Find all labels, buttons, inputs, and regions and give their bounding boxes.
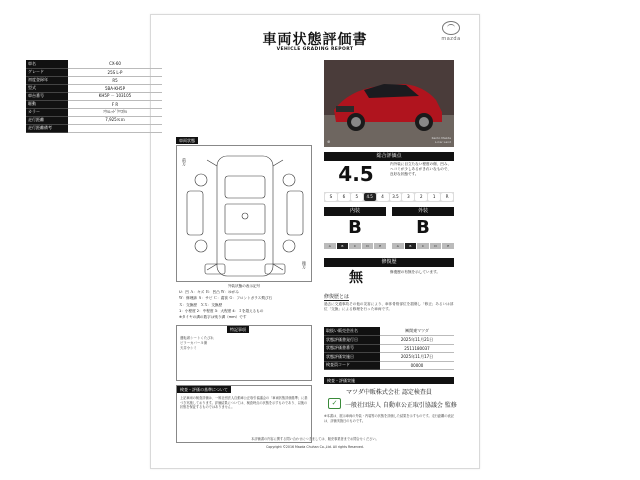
repair-history-description: 修復歴の有無を示しています。	[390, 270, 441, 274]
legend-line: Ｘ：交換歴 ＸＸ：交換歴	[179, 302, 223, 307]
spec-row	[26, 76, 162, 84]
interior-scale-item: D	[362, 243, 374, 249]
info-value: 2025年11月21日	[380, 336, 454, 345]
spec-value: R5	[68, 76, 162, 84]
car-outline-icon	[177, 146, 313, 283]
evaluation-standard-heading: 検査・評価の基準について	[177, 386, 231, 393]
exterior-grade: B	[416, 217, 430, 238]
spec-label: 走行距離備考	[26, 124, 68, 132]
score-scale-item: 2	[415, 193, 427, 201]
special-notes-heading: 特記事項	[227, 326, 249, 333]
info-value: 00000	[380, 361, 454, 370]
score-scale-item: 5	[351, 193, 363, 201]
spec-row	[26, 92, 162, 100]
overall-score-scale	[324, 192, 454, 202]
grader-supervisor: 一般社団法人 自動車公正取引協議会 監修	[345, 402, 457, 409]
special-note-line: ビラーカバーＡ傷	[180, 341, 208, 345]
spec-label: カラー	[26, 108, 68, 116]
spec-value: ｿｳﾙﾚｯﾄﾞｸﾘｽﾀﾙ	[68, 108, 162, 116]
interior-scale	[324, 243, 386, 249]
score-scale-item: S	[325, 193, 337, 201]
front-label: 前方	[182, 158, 187, 166]
info-row	[324, 336, 454, 345]
vehicle-damage-diagram	[176, 145, 312, 282]
spec-label: 初度登録年	[26, 76, 68, 84]
mazda-wordmark: mazda	[441, 36, 461, 42]
jaai-logo-icon: ✓	[328, 398, 341, 409]
condition-heading: 車両状態	[176, 137, 198, 144]
evaluation-standard-box	[176, 385, 312, 443]
info-value: ㈱関東マツダ	[380, 327, 454, 336]
overall-score-heading: 総合評価点	[324, 152, 454, 161]
info-row	[324, 344, 454, 353]
interior-scale-item: E	[374, 243, 386, 249]
info-label: 状態評価実施日	[324, 353, 380, 362]
score-scale-item: 4.5	[364, 193, 376, 201]
grader-heading: 検査・評価実施	[324, 377, 454, 384]
repair-history-heading: 修復歴	[324, 258, 454, 267]
special-note-line: 運転席シートくたびれ	[180, 336, 214, 340]
exterior-scale	[392, 243, 454, 249]
legend-line: Ｗ：修理跡 Ｓ：サビ Ｃ：腐食 Ｇ：フロントガラス飛び石	[179, 296, 273, 301]
exterior-scale-item: B	[405, 243, 417, 249]
copyright-text: Copyright ©2016 Mazda Chuhan Co.,Ltd. All rights Reserved.	[266, 445, 364, 449]
spec-label: 型式	[26, 84, 68, 92]
dealer-info-table	[324, 327, 454, 370]
spec-value: 5BA-KH5P	[68, 84, 162, 92]
spec-row	[26, 100, 162, 108]
interior-heading: 内装	[324, 207, 386, 216]
grader-disclaimer: ※本書は、展示車両の外装・内装等の状態を評価した結果を示すものです。走行距離の表記は、評価実施日のものです。	[324, 414, 454, 423]
spec-row	[26, 108, 162, 116]
spec-row	[26, 84, 162, 92]
info-row	[324, 353, 454, 362]
overall-score-value: 4.5	[338, 162, 374, 186]
spec-label: 車名	[26, 60, 68, 68]
info-label: 状態評価書番号	[324, 344, 380, 353]
score-scale-item: 3	[402, 193, 414, 201]
spec-row	[26, 60, 162, 68]
exterior-scale-item: D	[430, 243, 442, 249]
spec-value: KH5P － 103105	[68, 92, 162, 100]
score-scale-item: 3.5	[390, 193, 402, 201]
exterior-heading: 外装	[392, 207, 454, 216]
spec-label: 車台番号	[26, 92, 68, 100]
special-notes-box	[176, 325, 312, 381]
legend-block	[176, 282, 312, 320]
spec-value: F R	[68, 100, 162, 108]
mazda-logo	[433, 21, 469, 42]
spec-value	[68, 124, 162, 132]
score-scale-item: 1	[428, 193, 440, 201]
info-value: 2025年11月17日	[380, 353, 454, 362]
mazda-emblem-icon	[442, 21, 460, 35]
spec-value: CX-60	[68, 60, 162, 68]
vehicle-photo	[324, 60, 454, 147]
exterior-scale-item: C	[417, 243, 429, 249]
interior-scale-item: B	[337, 243, 349, 249]
vehicle-spec-table	[26, 60, 162, 133]
overall-score-description: 内外装に目立たない程度の傷、凹み、ヘコミが少しあるがきれいなもので、良好な状態です。	[390, 162, 452, 177]
spec-value: 25S L-P	[68, 68, 162, 76]
info-row	[324, 361, 454, 370]
rear-label: 後方	[302, 261, 307, 269]
info-label: 状態評価書発行日	[324, 336, 380, 345]
spec-row	[26, 124, 162, 132]
photo-caption: Kanto Mazda L-Car Land	[431, 136, 451, 144]
spec-row	[26, 116, 162, 124]
spec-row	[26, 68, 162, 76]
special-note-line: 天井小シミ	[180, 346, 197, 350]
spec-label: 走行距離	[26, 116, 68, 124]
car-photo-illustration	[324, 60, 454, 147]
evaluation-standard-text: 上記車両の検査評価は、一般社団法人自動車公正取引協議会の「車両状態評価基準」に基づき実施しております。評価結果については、検査時点の状態を示すものであり、以後の状態を保証するものではありません。	[180, 396, 308, 410]
score-scale-item: R	[441, 193, 453, 201]
exterior-scale-item: E	[442, 243, 454, 249]
mazda-emblem-icon: ⊕	[327, 139, 331, 144]
repair-definition-text: 過去に交通事故その他の災害により、車体骨格部位を損傷し「修正」あるいは部位「交換」による修理を行った車両です。	[324, 302, 454, 312]
spec-label: グレード	[26, 68, 68, 76]
interior-grade: B	[348, 217, 362, 238]
info-value: 2511180037	[380, 344, 454, 353]
legend-line: U：凹 Ａ：キズ Ｂ：凹凸 Ｗ：ゆがみ	[179, 290, 239, 295]
repair-history-value: 無	[349, 270, 363, 286]
spec-label: 駆動	[26, 100, 68, 108]
repair-definition-heading: 修復歴とは	[324, 294, 350, 300]
report-subtitle: VEHICLE GRADING REPORT	[276, 47, 354, 52]
interior-scale-item: A	[324, 243, 336, 249]
footer-note: 本評価書の内容に関する問い合わせにつきましては、販売事業者までお問合せください。	[251, 437, 379, 441]
legend-title: 外装状態の表示記号	[227, 284, 261, 288]
report-title: 車両状態評価書	[262, 32, 368, 48]
grader-company: マツダ中販株式会社 認定検査員	[346, 389, 432, 396]
info-label: 検査員コード	[324, 361, 380, 370]
spec-value: 7,925Ｋｍ	[68, 116, 162, 124]
info-label: 取扱い販売会社名	[324, 327, 380, 336]
score-scale-item: 6	[338, 193, 350, 201]
exterior-scale-item: A	[392, 243, 404, 249]
score-scale-item: 4	[377, 193, 389, 201]
interior-scale-item: C	[349, 243, 361, 249]
info-row	[324, 327, 454, 336]
legend-line: 1：小程度 2：中程度 3：大程度 4：３を超えるもの	[179, 308, 264, 313]
legend-line: ※タイヤの溝の数字は残り溝（mm）です	[179, 315, 247, 320]
